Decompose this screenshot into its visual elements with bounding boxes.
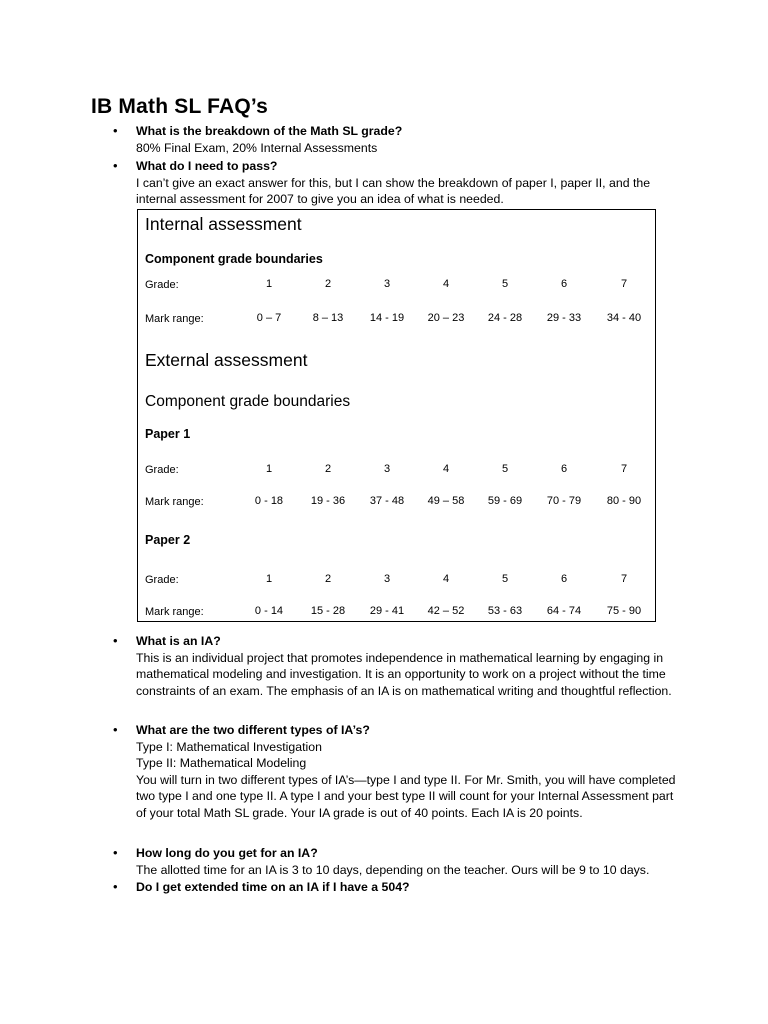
mark-range-cell: 0 - 18 [254,495,284,507]
grade-cell: 5 [501,573,509,585]
faq-answer [136,739,683,822]
grade-cell: 7 [620,573,628,585]
grade-cell: 1 [265,463,273,475]
mark-range-cell: 8 – 13 [312,312,344,324]
grade-cell: 3 [383,573,391,585]
paper1-label: Paper 1 [145,427,191,441]
grade-label: Grade: [145,574,179,586]
grade-cell: 2 [324,278,332,290]
mark-range-cell: 19 - 36 [310,495,346,507]
grade-cell: 6 [560,278,568,290]
bullet-icon: • [113,879,118,894]
answer-line: I can’t give an exact answer for this, but I can show the breakdown of paper I, paper II, and the internal assessment for 2007 to give you an idea of what is needed. [136,175,651,207]
faq-item [113,845,683,878]
external-subheading: Component grade boundaries [145,393,351,410]
mark-range-cell: 64 - 74 [546,605,582,617]
grade-cell: 2 [324,573,332,585]
faq-item [113,123,683,156]
grade-cell: 3 [383,278,391,290]
grade-cell: 3 [383,463,391,475]
faq-answer [136,140,683,157]
faq-question: What are the two different types of IA’s? [136,723,370,737]
grade-cell: 5 [501,463,509,475]
bullet-icon: • [113,722,118,737]
faq-answer [136,862,683,879]
answer-line: Type II: Mathematical Modeling [136,756,307,771]
faq-item [113,722,683,822]
mark-range-label: Mark range: [145,313,204,325]
mark-range-cell: 14 - 19 [369,312,405,324]
answer-line: Type I: Mathematical Investigation [136,739,322,754]
mark-range-cell: 0 - 14 [254,605,284,617]
answer-line: 80% Final Exam, 20% Internal Assessments [136,140,378,155]
grade-cell: 6 [560,573,568,585]
paper2-label: Paper 2 [145,533,191,547]
external-heading: External assessment [145,350,308,370]
mark-range-cell: 34 - 40 [606,312,642,324]
faq-answer [136,650,683,700]
mark-range-cell: 15 - 28 [310,605,346,617]
internal-heading: Internal assessment [145,214,302,234]
mark-range-cell: 0 – 7 [256,312,282,324]
faq-question: How long do you get for an IA? [136,846,318,860]
faq-question: What do I need to pass? [136,159,278,173]
faq-question: What is the breakdown of the Math SL grade? [136,124,403,138]
grade-cell: 1 [265,278,273,290]
faq-question: What is an IA? [136,634,221,648]
mark-range-cell: 20 – 23 [427,312,465,324]
grade-label: Grade: [145,464,179,476]
faq-answer [136,175,683,208]
faq-item [113,633,683,699]
faq-item [113,879,683,896]
bullet-icon: • [113,845,118,860]
mark-range-cell: 37 - 48 [369,495,405,507]
mark-range-label: Mark range: [145,496,204,508]
grade-cell: 7 [620,278,628,290]
mark-range-cell: 70 - 79 [546,495,582,507]
faq-question: Do I get extended time on an IA if I have a 504? [136,880,410,894]
bullet-icon: • [113,158,118,173]
mark-range-cell: 42 – 52 [427,605,465,617]
mark-range-cell: 29 - 33 [546,312,582,324]
mark-range-label: Mark range: [145,606,204,618]
grade-cell: 6 [560,463,568,475]
internal-subheading: Component grade boundaries [145,252,323,266]
answer-line: This is an individual project that promotes independence in mathematical learning by engaging in mathematical modeling and investigation. It is an opportunity to work on a project without the time constraints of an exam. The emphasis of an IA is on mathematical writing and thoughtful reflection. [136,650,672,698]
grade-cell: 2 [324,463,332,475]
mark-range-cell: 75 - 90 [606,605,642,617]
mark-range-cell: 80 - 90 [606,495,642,507]
grade-cell: 4 [442,573,450,585]
grade-cell: 1 [265,573,273,585]
mark-range-cell: 29 - 41 [369,605,405,617]
answer-line: You will turn in two different types of IA’s—type I and type II. For Mr. Smith, you will have completed two type I and one type II. A type I and your best type II will count for your Internal Assessment part of your total Math SL grade. Your IA grade is out of 40 points. Each IA is 20 points. [136,772,676,820]
mark-range-cell: 24 - 28 [487,312,523,324]
bullet-icon: • [113,123,118,138]
mark-range-cell: 49 – 58 [427,495,465,507]
grade-cell: 4 [442,278,450,290]
answer-line: The allotted time for an IA is 3 to 10 days, depending on the teacher. Ours will be 9 to 10 days. [136,862,650,877]
mark-range-cell: 53 - 63 [487,605,523,617]
grade-cell: 5 [501,278,509,290]
grade-cell: 7 [620,463,628,475]
document-title: IB Math SL FAQ’s [91,95,269,118]
grade-label: Grade: [145,279,179,291]
mark-range-cell: 59 - 69 [487,495,523,507]
grade-cell: 4 [442,463,450,475]
grade-boundaries-box [137,209,656,622]
faq-item [113,158,683,208]
bullet-icon: • [113,633,118,648]
